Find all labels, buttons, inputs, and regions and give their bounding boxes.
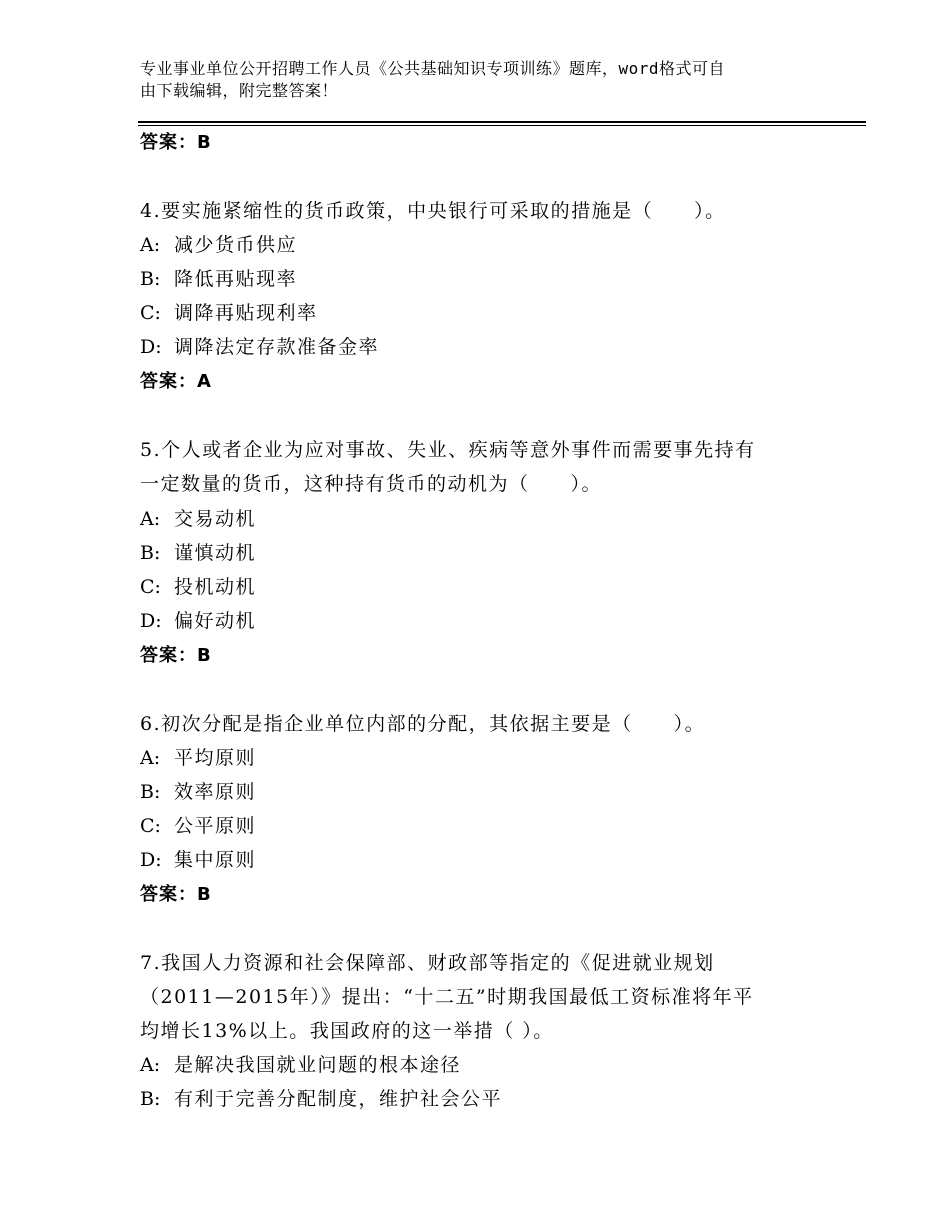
option-text: 偏好动机 xyxy=(174,610,257,632)
option-text: 投机动机 xyxy=(174,576,257,598)
option-text: 有利于完善分配制度，维护社会公平 xyxy=(174,1088,503,1110)
question-5-stem-line-2: 一定数量的货币，这种持有货币的动机为（ ）。 xyxy=(140,473,603,495)
question-6-option-c xyxy=(140,813,256,839)
option-text: 减少货币供应 xyxy=(174,234,298,256)
option-text: 谨慎动机 xyxy=(174,542,257,564)
header-line-2: 由下载编辑，附完整答案！ xyxy=(140,81,339,100)
option-text: 降低再贴现率 xyxy=(174,268,298,290)
question-5-option-d xyxy=(140,608,256,634)
option-letter: B: xyxy=(140,781,161,803)
option-text: 是解决我国就业问题的根本途径 xyxy=(174,1054,462,1076)
question-6-option-d xyxy=(140,847,256,873)
question-4-option-d xyxy=(140,334,379,360)
question-6-option-b xyxy=(140,779,256,805)
option-letter: D: xyxy=(140,336,162,358)
question-5-answer: 答案：B xyxy=(140,645,212,666)
option-letter: A: xyxy=(140,234,161,256)
option-letter: B: xyxy=(140,1088,161,1110)
option-letter: C: xyxy=(140,302,161,324)
question-7-option-a xyxy=(140,1052,461,1078)
question-6-answer: 答案：B xyxy=(140,884,212,905)
option-letter: A: xyxy=(140,1054,161,1076)
option-letter: B: xyxy=(140,268,161,290)
answer-prev: 答案：B xyxy=(140,132,212,153)
option-text: 效率原则 xyxy=(174,781,257,803)
question-4-answer: 答案：A xyxy=(140,371,212,392)
question-5-option-a xyxy=(140,506,256,532)
question-4-option-c xyxy=(140,300,318,326)
option-letter: C: xyxy=(140,815,161,837)
question-6-stem-line-1: 6.初次分配是指企业单位内部的分配，其依据主要是（ ）。 xyxy=(140,713,706,735)
question-4-stem-line-1: 4.要实施紧缩性的货币政策，中央银行可采取的措施是（ ）。 xyxy=(140,200,726,222)
question-5-stem-line-1: 5.个人或者企业为应对事故、失业、疾病等意外事件而需要事先持有 xyxy=(140,439,756,461)
option-text: 平均原则 xyxy=(174,747,257,769)
option-text: 交易动机 xyxy=(174,508,257,530)
question-7-option-b xyxy=(140,1086,502,1112)
option-letter: D: xyxy=(140,610,162,632)
option-letter: B: xyxy=(140,542,161,564)
page-header xyxy=(140,58,830,102)
header-line-1: 专业事业单位公开招聘工作人员《公共基础知识专项训练》题库，word格式可自 xyxy=(140,59,726,78)
option-text: 公平原则 xyxy=(174,815,257,837)
option-letter: D: xyxy=(140,849,162,871)
header-rule-thick xyxy=(138,121,866,123)
option-letter: A: xyxy=(140,508,161,530)
option-text: 调降再贴现利率 xyxy=(174,302,318,324)
question-4-option-a xyxy=(140,232,297,258)
header-rule-thin xyxy=(138,125,866,126)
question-5-option-c xyxy=(140,574,256,600)
option-letter: A: xyxy=(140,747,161,769)
question-6-option-a xyxy=(140,745,256,771)
question-7-stem-line-3: 均增长13%以上。我国政府的这一举措（ ）。 xyxy=(140,1020,554,1042)
question-7-stem-line-2: （2011—2015年）》提出：“十二五”时期我国最低工资标准将年平 xyxy=(140,986,754,1008)
option-text: 调降法定存款准备金率 xyxy=(174,336,380,358)
question-7-stem-line-1: 7.我国人力资源和社会保障部、财政部等指定的《促进就业规划 xyxy=(140,952,715,974)
question-4-option-b xyxy=(140,266,297,292)
question-5-option-b xyxy=(140,540,256,566)
option-letter: C: xyxy=(140,576,161,598)
option-text: 集中原则 xyxy=(174,849,257,871)
